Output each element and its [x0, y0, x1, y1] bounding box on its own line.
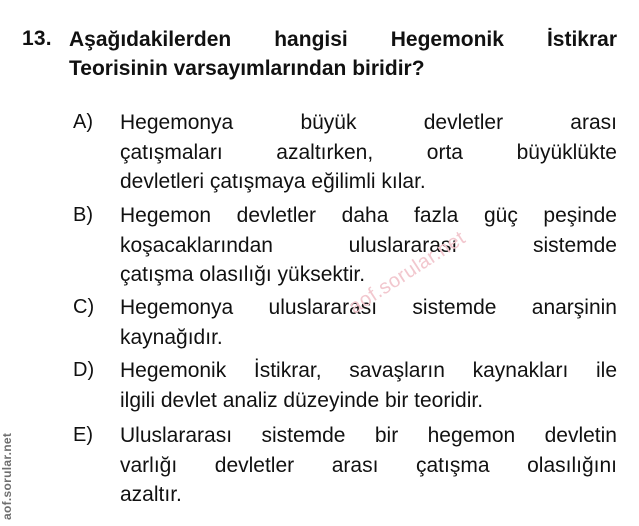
option-letter: E)	[73, 424, 93, 446]
option-line: çatışmaları azaltırken, orta büyüklükte	[120, 140, 617, 164]
option-letter: D)	[73, 359, 95, 381]
question-stem-line: Aşağıdakilerden hangisi Hegemonik İstikrar	[69, 28, 617, 51]
option-line: Hegemonya büyük devletler arası	[120, 111, 617, 134]
option-line: devletleri çatışmaya eğilimli kılar.	[120, 170, 426, 193]
option-line: çatışma olasılığı yüksektir.	[120, 263, 366, 286]
option-text	[120, 421, 617, 510]
question-stem	[69, 25, 617, 83]
option-letter: A)	[73, 111, 93, 133]
option-line: koşacaklarından uluslararası sistemde	[120, 233, 617, 257]
question-number: 13.	[22, 27, 52, 50]
option-line: Uluslararası sistemde bir hegemon devletin	[120, 424, 617, 447]
option-line: Hegemonik İstikrar, savaşların kaynakları ile	[120, 359, 617, 382]
option-letter: C)	[73, 296, 95, 318]
option-line: Hegemonya uluslararası sistemde anarşinin	[120, 296, 617, 319]
question-stem-line: Teorisinin varsayımlarından biridir?	[69, 57, 425, 80]
option-text	[120, 201, 617, 290]
side-watermark: aof.sorular.net	[0, 432, 14, 520]
option-line: ilgili devlet analiz düzeyinde bir teoridir.	[120, 388, 484, 412]
option-letter: B)	[73, 204, 93, 226]
option-text	[120, 356, 617, 415]
option-line: kaynağıdır.	[120, 325, 223, 349]
center-watermark: aof.sorular.net	[345, 226, 470, 319]
option-line: Hegemon devletler daha fazla güç peşinde	[120, 204, 617, 227]
option-text	[120, 108, 617, 197]
option-line: varlığı devletler arası çatışma olasılığını	[120, 453, 617, 477]
option-line: azaltır.	[120, 483, 182, 506]
